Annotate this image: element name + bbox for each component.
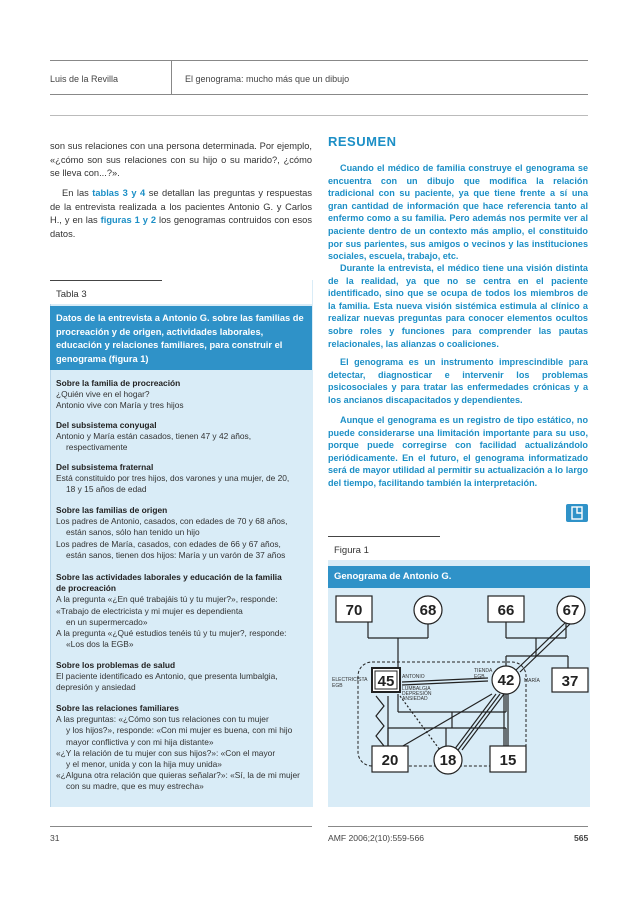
section-line: El paciente identificado es Antonio, que presenta lumbalgia, xyxy=(56,671,278,682)
section-heading: Sobre las actividades laborales y educación de la familia xyxy=(56,572,282,582)
close-42-18a xyxy=(454,694,496,750)
section-line: Los padres de Antonio, casados, con edades de 70 y 68 años, xyxy=(56,516,288,527)
table-3-caption: Tabla 3 xyxy=(56,289,87,300)
node-68-label: 68 xyxy=(419,602,437,619)
body-paragraph-2-part-b: se detallan las preguntas y respuestas de la entrevista realizada a los pacientes Antonio G. y Carlos H., y en las xyxy=(50,188,313,225)
table-section-laborales xyxy=(56,572,308,650)
table-section-salud xyxy=(56,660,308,694)
distant-45-18 xyxy=(400,696,440,750)
label-tienda: TIENDA xyxy=(474,668,493,674)
section-line: y los hijos?», responde: «Con mi mujer es buena, con mi hijo xyxy=(66,725,293,736)
section-heading: Sobre la familia de procreación xyxy=(56,378,181,388)
table-section-fraternal xyxy=(56,462,308,496)
label-egb-right: EGB xyxy=(474,674,485,680)
resumen-paragraph-1: Cuando el médico de familia construye el genograma se encuentra con un dibujo que modifica la relación tradicional con su paciente, ya que tiene frente a sí una gran cantidad de información que hace referencia tanto al enfermo como a su familia. Pero además nos permite ver al paciente dentro de un contexto más amplio, el constituido por sus parientes, sus amigos o vecinos y las instituciones sociales, escuela, trabajo, etc. xyxy=(328,163,588,262)
figure-1-top-rule xyxy=(328,536,440,537)
node-18-label: 18 xyxy=(439,752,457,769)
document-icon xyxy=(566,504,588,522)
section-line: «¿Y la relación de tu mujer con sus hijos?»: «Con el mayor xyxy=(56,747,276,758)
section-line: ¿Quién vive en el hogar? xyxy=(56,389,150,400)
label-electricista: ELECTRICISTA xyxy=(332,677,368,683)
figure-1-title: Genograma de Antonio G. xyxy=(328,566,590,588)
node-66-label: 66 xyxy=(497,602,515,619)
table-3-title: Datos de la entrevista a Antonio G. sobre las familias de procreación y de origen, actividades laborales, educación y relaciones familiares, para construir el genograma (figura 1) xyxy=(50,306,312,370)
header-upper-rule xyxy=(50,115,588,116)
section-line: Antonio y María están casados, tienen 47 y 42 años, xyxy=(56,431,252,442)
section-heading: Sobre las familias de origen xyxy=(56,505,168,515)
node-15-label: 15 xyxy=(499,752,517,769)
label-egb-left: EGB xyxy=(332,683,343,689)
section-line: 18 y 15 años de edad xyxy=(66,484,147,495)
figures-reference-link[interactable]: figuras 1 y 2 xyxy=(100,215,157,225)
footer-citation: AMF 2006;2(10):559-566 xyxy=(328,833,425,843)
section-heading-cont: de procreación xyxy=(56,583,117,594)
header-separator xyxy=(171,60,172,94)
section-line: están sanos, tienen dos hijos: María y un varón de 37 años xyxy=(66,549,286,560)
footer-left-number: 31 xyxy=(50,833,60,843)
table-section-origen xyxy=(56,505,308,561)
tables-reference-link[interactable]: tablas 3 y 4 xyxy=(92,188,146,198)
body-paragraph-2 xyxy=(50,187,312,241)
conflict-45-20 xyxy=(376,696,384,746)
label-depresion: DEPRESIÓN xyxy=(402,691,432,697)
body-paragraph-1: son sus relaciones con una persona determinada. Por ejemplo, «¿cómo son sus relaciones con su hijo o su marido?, ¿cómo se lleva con...?». xyxy=(50,141,312,178)
section-line: con su madre, que es muy estrecha» xyxy=(66,781,204,792)
section-line: en un supermercado» xyxy=(66,616,148,627)
section-line: depresión y ansiedad xyxy=(56,682,136,693)
section-line: Antonio vive con María y tres hijos xyxy=(56,400,184,411)
table-section-relaciones xyxy=(56,703,308,793)
section-line: y el menor, unida y con la hija muy unida» xyxy=(66,759,222,770)
table-section-conyugal xyxy=(56,420,308,454)
close-42-18b xyxy=(458,694,500,750)
table-3-top-rule xyxy=(50,280,162,281)
section-line: Los padres de María, casados, con edades de 66 y 67 años, xyxy=(56,538,281,549)
section-heading: Del subsistema conyugal xyxy=(56,420,157,430)
footer-left-rule xyxy=(50,826,312,827)
header-title: El genograma: mucho más que un dibujo xyxy=(185,74,350,84)
label-maria: MARÍA xyxy=(524,678,540,684)
section-line: «Los dos la EGB» xyxy=(66,639,134,650)
label-antonio: ANTONIO xyxy=(402,674,425,680)
section-line: «Trabajo de electricista y mi mujer es dependienta xyxy=(56,605,243,616)
resumen-paragraph-2: Durante la entrevista, el médico tiene una visión distinta de la realidad, ya que no se centra en el paciente identificado, sino que se ocupa de todos los miembros de la familia. Esta nueva visión sistémica estimula al clínico a realizar nuevas preguntas para conocer elementos ocultos sobre roles y funciones para comprender las pautas relacionales, las alianzas o coaliciones. xyxy=(328,263,588,349)
section-heading: Del subsistema fraternal xyxy=(56,462,154,472)
node-42-label: 42 xyxy=(497,672,515,689)
body-paragraph-2-part-c: los genogramas contruidos con esos datos. xyxy=(50,215,312,239)
node-67-label: 67 xyxy=(562,602,580,619)
body-paragraph-2-part-a: En las xyxy=(62,188,93,198)
close-42-18c xyxy=(462,694,504,750)
resumen-paragraph-4: Aunque el genograma es un registro de tipo estático, no puede considerarse una limitación importante para su uso, porque puede corregirse con facilidad actualizándolo periódicamente. En el futuro, el genograma informatizado será de mayor utilidad al permitir su actualización a lo largo del tiempo, facilitando también la interpretación. xyxy=(328,415,588,488)
section-line: están sanos, sólo han tenido un hijo xyxy=(66,527,200,538)
header-top-rule xyxy=(50,60,588,61)
footer-right-rule xyxy=(328,826,588,827)
section-line: A las preguntas: «¿Cómo son tus relaciones con tu mujer xyxy=(56,714,269,725)
section-line: «¿Alguna otra relación que quieras señalar?»: «Sí, la de mi mujer xyxy=(56,770,300,781)
section-line: Está constituido por tres hijos, dos varones y una mujer, de 20, xyxy=(56,473,290,484)
resumen-title: RESUMEN xyxy=(328,134,397,149)
label-ansiedad: ANSIEDAD xyxy=(402,696,428,702)
figure-1-caption: Figura 1 xyxy=(334,545,369,556)
node-70-label: 70 xyxy=(345,602,363,619)
label-lumbalgia: LUMBALGIA xyxy=(402,686,431,692)
close-42-67b xyxy=(520,624,570,672)
close-42-67a xyxy=(516,622,566,670)
footer-page-number: 565 xyxy=(574,833,589,843)
section-line: respectivamente xyxy=(66,442,128,453)
section-line: A la pregunta «¿En qué trabajáis tú y tu mujer?», responde: xyxy=(56,594,278,605)
genogram-diagram xyxy=(328,588,590,807)
united-42-20 xyxy=(396,694,492,750)
node-45-label: 45 xyxy=(377,673,395,690)
section-line: mayor conflictiva y con mi hija distante» xyxy=(66,736,214,747)
resumen-paragraph-3: El genograma es un instrumento imprescindible para detectar, diagnosticar e intervenir los problemas psicosociales y para tratar las enfermedades crónicas y a los ancianos discapacitados y dependientes. xyxy=(328,357,588,405)
header-bottom-rule xyxy=(50,94,588,95)
section-heading: Sobre los problemas de salud xyxy=(56,660,176,670)
node-37-label: 37 xyxy=(561,673,579,690)
section-heading: Sobre las relaciones familiares xyxy=(56,703,179,713)
header-author: Luis de la Revilla xyxy=(50,74,119,84)
table-section-procreacion xyxy=(56,378,308,412)
table-3-caption-area xyxy=(50,280,312,304)
node-20-label: 20 xyxy=(381,752,399,769)
section-line: A la pregunta «¿Qué estudios tenéis tú y tu mujer?, responde: xyxy=(56,628,287,639)
